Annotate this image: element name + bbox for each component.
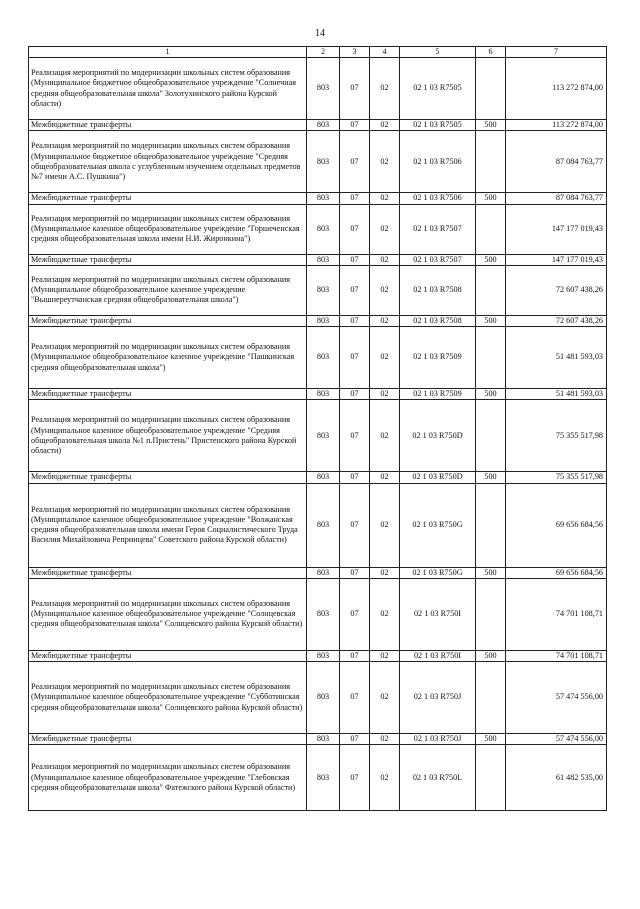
ministry-code-cell: 803: [307, 389, 340, 400]
ministry-code-cell: 803: [307, 734, 340, 745]
expense-name-cell: Реализация мероприятий по модернизации школьных систем образования (Муниципальное казенное общеобразовательное учреждение "Солнцевская средняя общеобразовательная школа" Солнцевского района Курской области): [29, 578, 307, 650]
amount-cell: 74 701 108,71: [506, 578, 607, 650]
table-body: [29, 47, 607, 811]
section-code-cell: 07: [340, 483, 370, 567]
amount-cell: 87 084 763,77: [506, 193, 607, 204]
expense-type-cell: [476, 58, 506, 120]
target-article-cell: 02 1 03 R7507: [400, 254, 476, 265]
subsection-code-cell: 02: [370, 58, 400, 120]
amount-cell: 51 481 593,03: [506, 327, 607, 389]
amount-cell: 72 607 438,26: [506, 315, 607, 326]
subsection-code-cell: 02: [370, 650, 400, 661]
ministry-code-cell: 803: [307, 327, 340, 389]
ministry-code-cell: 803: [307, 745, 340, 811]
target-article-cell: 02 1 03 R750G: [400, 483, 476, 567]
expense-type-cell: [476, 265, 506, 315]
expense-type-cell: [476, 662, 506, 734]
amount-cell: 57 474 556,00: [506, 662, 607, 734]
column-header-row: [29, 47, 607, 58]
subsection-code-cell: 02: [370, 745, 400, 811]
subsection-code-cell: 02: [370, 315, 400, 326]
expense-type-cell: 500: [476, 315, 506, 326]
column-header: 3: [340, 47, 370, 58]
ministry-code-cell: 803: [307, 120, 340, 131]
target-article-cell: 02 1 03 R7505: [400, 120, 476, 131]
target-article-cell: 02 1 03 R750I: [400, 578, 476, 650]
table-row: [29, 745, 607, 811]
expense-type-cell: [476, 745, 506, 811]
table-row: [29, 650, 607, 661]
amount-cell: 72 607 438,26: [506, 265, 607, 315]
expense-name-cell: Межбюджетные трансферты: [29, 193, 307, 204]
column-header: 7: [506, 47, 607, 58]
ministry-code-cell: 803: [307, 662, 340, 734]
subsection-code-cell: 02: [370, 193, 400, 204]
subsection-code-cell: 02: [370, 131, 400, 193]
section-code-cell: 07: [340, 734, 370, 745]
page-number: 14: [315, 28, 325, 39]
expense-name-cell: Реализация мероприятий по модернизации школьных систем образования (Муниципальное общеобразовательное казенное учреждение "Вышнереутчанская средняя общеобразовательная школа"): [29, 265, 307, 315]
amount-cell: 147 177 019,43: [506, 204, 607, 254]
expense-name-cell: Межбюджетные трансферты: [29, 734, 307, 745]
expense-name-cell: Межбюджетные трансферты: [29, 472, 307, 483]
target-article-cell: 02 1 03 R7508: [400, 265, 476, 315]
ministry-code-cell: 803: [307, 204, 340, 254]
expense-type-cell: [476, 400, 506, 472]
column-header: 4: [370, 47, 400, 58]
subsection-code-cell: 02: [370, 567, 400, 578]
section-code-cell: 07: [340, 120, 370, 131]
expense-name-cell: Реализация мероприятий по модернизации школьных систем образования (Муниципальное общеобразовательное казенное учреждение "Пашкинская средняя общеобразовательная школа"): [29, 327, 307, 389]
target-article-cell: 02 1 03 R7506: [400, 193, 476, 204]
target-article-cell: 02 1 03 R750I: [400, 650, 476, 661]
section-code-cell: 07: [340, 745, 370, 811]
expense-type-cell: 500: [476, 567, 506, 578]
expense-type-cell: 500: [476, 650, 506, 661]
section-code-cell: 07: [340, 389, 370, 400]
target-article-cell: 02 1 03 R750D: [400, 400, 476, 472]
expense-name-cell: Реализация мероприятий по модернизации школьных систем образования (Муниципальное бюджетное общеобразовательное учреждение "Средняя общеобразовательная школа с углубленным изучением отдельных предметов №7 имени А.С. Пушкина"): [29, 131, 307, 193]
target-article-cell: 02 1 03 R750D: [400, 472, 476, 483]
ministry-code-cell: 803: [307, 58, 340, 120]
table-row: [29, 204, 607, 254]
subsection-code-cell: 02: [370, 578, 400, 650]
table-row: [29, 472, 607, 483]
amount-cell: 75 355 517,98: [506, 472, 607, 483]
expense-type-cell: 500: [476, 120, 506, 131]
target-article-cell: 02 1 03 R7506: [400, 131, 476, 193]
expense-type-cell: [476, 131, 506, 193]
target-article-cell: 02 1 03 R7508: [400, 315, 476, 326]
amount-cell: 57 474 556,00: [506, 734, 607, 745]
amount-cell: 113 272 874,00: [506, 120, 607, 131]
target-article-cell: 02 1 03 R750J: [400, 734, 476, 745]
target-article-cell: 02 1 03 R750G: [400, 567, 476, 578]
expense-name-cell: Межбюджетные трансферты: [29, 120, 307, 131]
expense-name-cell: Реализация мероприятий по модернизации школьных систем образования (Муниципальное бюджетное общеобразовательное учреждение "Солнечная средняя общеобразовательная школа" Золотухинского района Курской области): [29, 58, 307, 120]
subsection-code-cell: 02: [370, 662, 400, 734]
table-row: [29, 265, 607, 315]
table-row: [29, 254, 607, 265]
section-code-cell: 07: [340, 58, 370, 120]
section-code-cell: 07: [340, 204, 370, 254]
expense-type-cell: [476, 483, 506, 567]
ministry-code-cell: 803: [307, 650, 340, 661]
ministry-code-cell: 803: [307, 578, 340, 650]
expense-name-cell: Межбюджетные трансферты: [29, 389, 307, 400]
amount-cell: 113 272 874,00: [506, 58, 607, 120]
subsection-code-cell: 02: [370, 265, 400, 315]
ministry-code-cell: 803: [307, 254, 340, 265]
table-row: [29, 120, 607, 131]
column-header: 1: [29, 47, 307, 58]
table-row: [29, 327, 607, 389]
target-article-cell: 02 1 03 R7509: [400, 327, 476, 389]
subsection-code-cell: 02: [370, 254, 400, 265]
expense-type-cell: 500: [476, 734, 506, 745]
table-row: [29, 389, 607, 400]
subsection-code-cell: 02: [370, 389, 400, 400]
expense-name-cell: Реализация мероприятий по модернизации школьных систем образования (Муниципальное казенное общеобразовательное учреждение "Средняя общеобразовательная школа №1 п.Пристень" Пристенского района Курской области): [29, 400, 307, 472]
expense-type-cell: [476, 578, 506, 650]
amount-cell: 69 656 684,56: [506, 567, 607, 578]
ministry-code-cell: 803: [307, 193, 340, 204]
expense-name-cell: Реализация мероприятий по модернизации школьных систем образования (Муниципальное казенное общеобразовательное учреждение "Волжанская средняя общеобразовательная школа имени Героя Социалистического Труда Василия Михайловича Репринцева" Советского района Курской области): [29, 483, 307, 567]
amount-cell: 147 177 019,43: [506, 254, 607, 265]
section-code-cell: 07: [340, 131, 370, 193]
section-code-cell: 07: [340, 578, 370, 650]
target-article-cell: 02 1 03 R7509: [400, 389, 476, 400]
table-row: [29, 400, 607, 472]
table-row: [29, 131, 607, 193]
expense-name-cell: Межбюджетные трансферты: [29, 315, 307, 326]
subsection-code-cell: 02: [370, 483, 400, 567]
ministry-code-cell: 803: [307, 472, 340, 483]
expense-name-cell: Реализация мероприятий по модернизации школьных систем образования (Муниципальное казенное общеобразовательное учреждение "Субботинская средняя общеобразовательная школа" Солнцевского района Курской области): [29, 662, 307, 734]
section-code-cell: 07: [340, 400, 370, 472]
section-code-cell: 07: [340, 472, 370, 483]
ministry-code-cell: 803: [307, 400, 340, 472]
expense-type-cell: [476, 204, 506, 254]
ministry-code-cell: 803: [307, 131, 340, 193]
target-article-cell: 02 1 03 R750L: [400, 745, 476, 811]
subsection-code-cell: 02: [370, 120, 400, 131]
subsection-code-cell: 02: [370, 472, 400, 483]
expense-type-cell: 500: [476, 389, 506, 400]
table-row: [29, 315, 607, 326]
table-row: [29, 193, 607, 204]
subsection-code-cell: 02: [370, 327, 400, 389]
section-code-cell: 07: [340, 567, 370, 578]
expense-type-cell: 500: [476, 472, 506, 483]
table-row: [29, 58, 607, 120]
section-code-cell: 07: [340, 315, 370, 326]
ministry-code-cell: 803: [307, 315, 340, 326]
expense-name-cell: Межбюджетные трансферты: [29, 254, 307, 265]
expense-name-cell: Межбюджетные трансферты: [29, 650, 307, 661]
amount-cell: 75 355 517,98: [506, 400, 607, 472]
expense-name-cell: Реализация мероприятий по модернизации школьных систем образования (Муниципальное казенное общеобразовательное учреждение "Горшеченская средняя общеобразовательная школа имени Н.И. Жиронкина"): [29, 204, 307, 254]
table-row: [29, 734, 607, 745]
budget-table: [28, 46, 607, 811]
section-code-cell: 07: [340, 254, 370, 265]
target-article-cell: 02 1 03 R7505: [400, 58, 476, 120]
table-row: [29, 567, 607, 578]
section-code-cell: 07: [340, 327, 370, 389]
ministry-code-cell: 803: [307, 265, 340, 315]
expense-type-cell: [476, 327, 506, 389]
table-row: [29, 578, 607, 650]
ministry-code-cell: 803: [307, 567, 340, 578]
column-header: 6: [476, 47, 506, 58]
subsection-code-cell: 02: [370, 734, 400, 745]
amount-cell: 51 481 593,03: [506, 389, 607, 400]
column-header: 5: [400, 47, 476, 58]
expense-name-cell: Межбюджетные трансферты: [29, 567, 307, 578]
section-code-cell: 07: [340, 193, 370, 204]
amount-cell: 61 482 535,00: [506, 745, 607, 811]
expense-type-cell: 500: [476, 193, 506, 204]
table-row: [29, 483, 607, 567]
target-article-cell: 02 1 03 R750J: [400, 662, 476, 734]
table-row: [29, 662, 607, 734]
amount-cell: 74 701 108,71: [506, 650, 607, 661]
target-article-cell: 02 1 03 R7507: [400, 204, 476, 254]
amount-cell: 69 656 684,56: [506, 483, 607, 567]
amount-cell: 87 084 763,77: [506, 131, 607, 193]
ministry-code-cell: 803: [307, 483, 340, 567]
expense-name-cell: Реализация мероприятий по модернизации школьных систем образования (Муниципальное казенное общеобразовательное учреждение "Глебовская средняя общеобразовательная школа" Фатежского района Курской области): [29, 745, 307, 811]
section-code-cell: 07: [340, 662, 370, 734]
subsection-code-cell: 02: [370, 204, 400, 254]
subsection-code-cell: 02: [370, 400, 400, 472]
section-code-cell: 07: [340, 650, 370, 661]
column-header: 2: [307, 47, 340, 58]
section-code-cell: 07: [340, 265, 370, 315]
expense-type-cell: 500: [476, 254, 506, 265]
